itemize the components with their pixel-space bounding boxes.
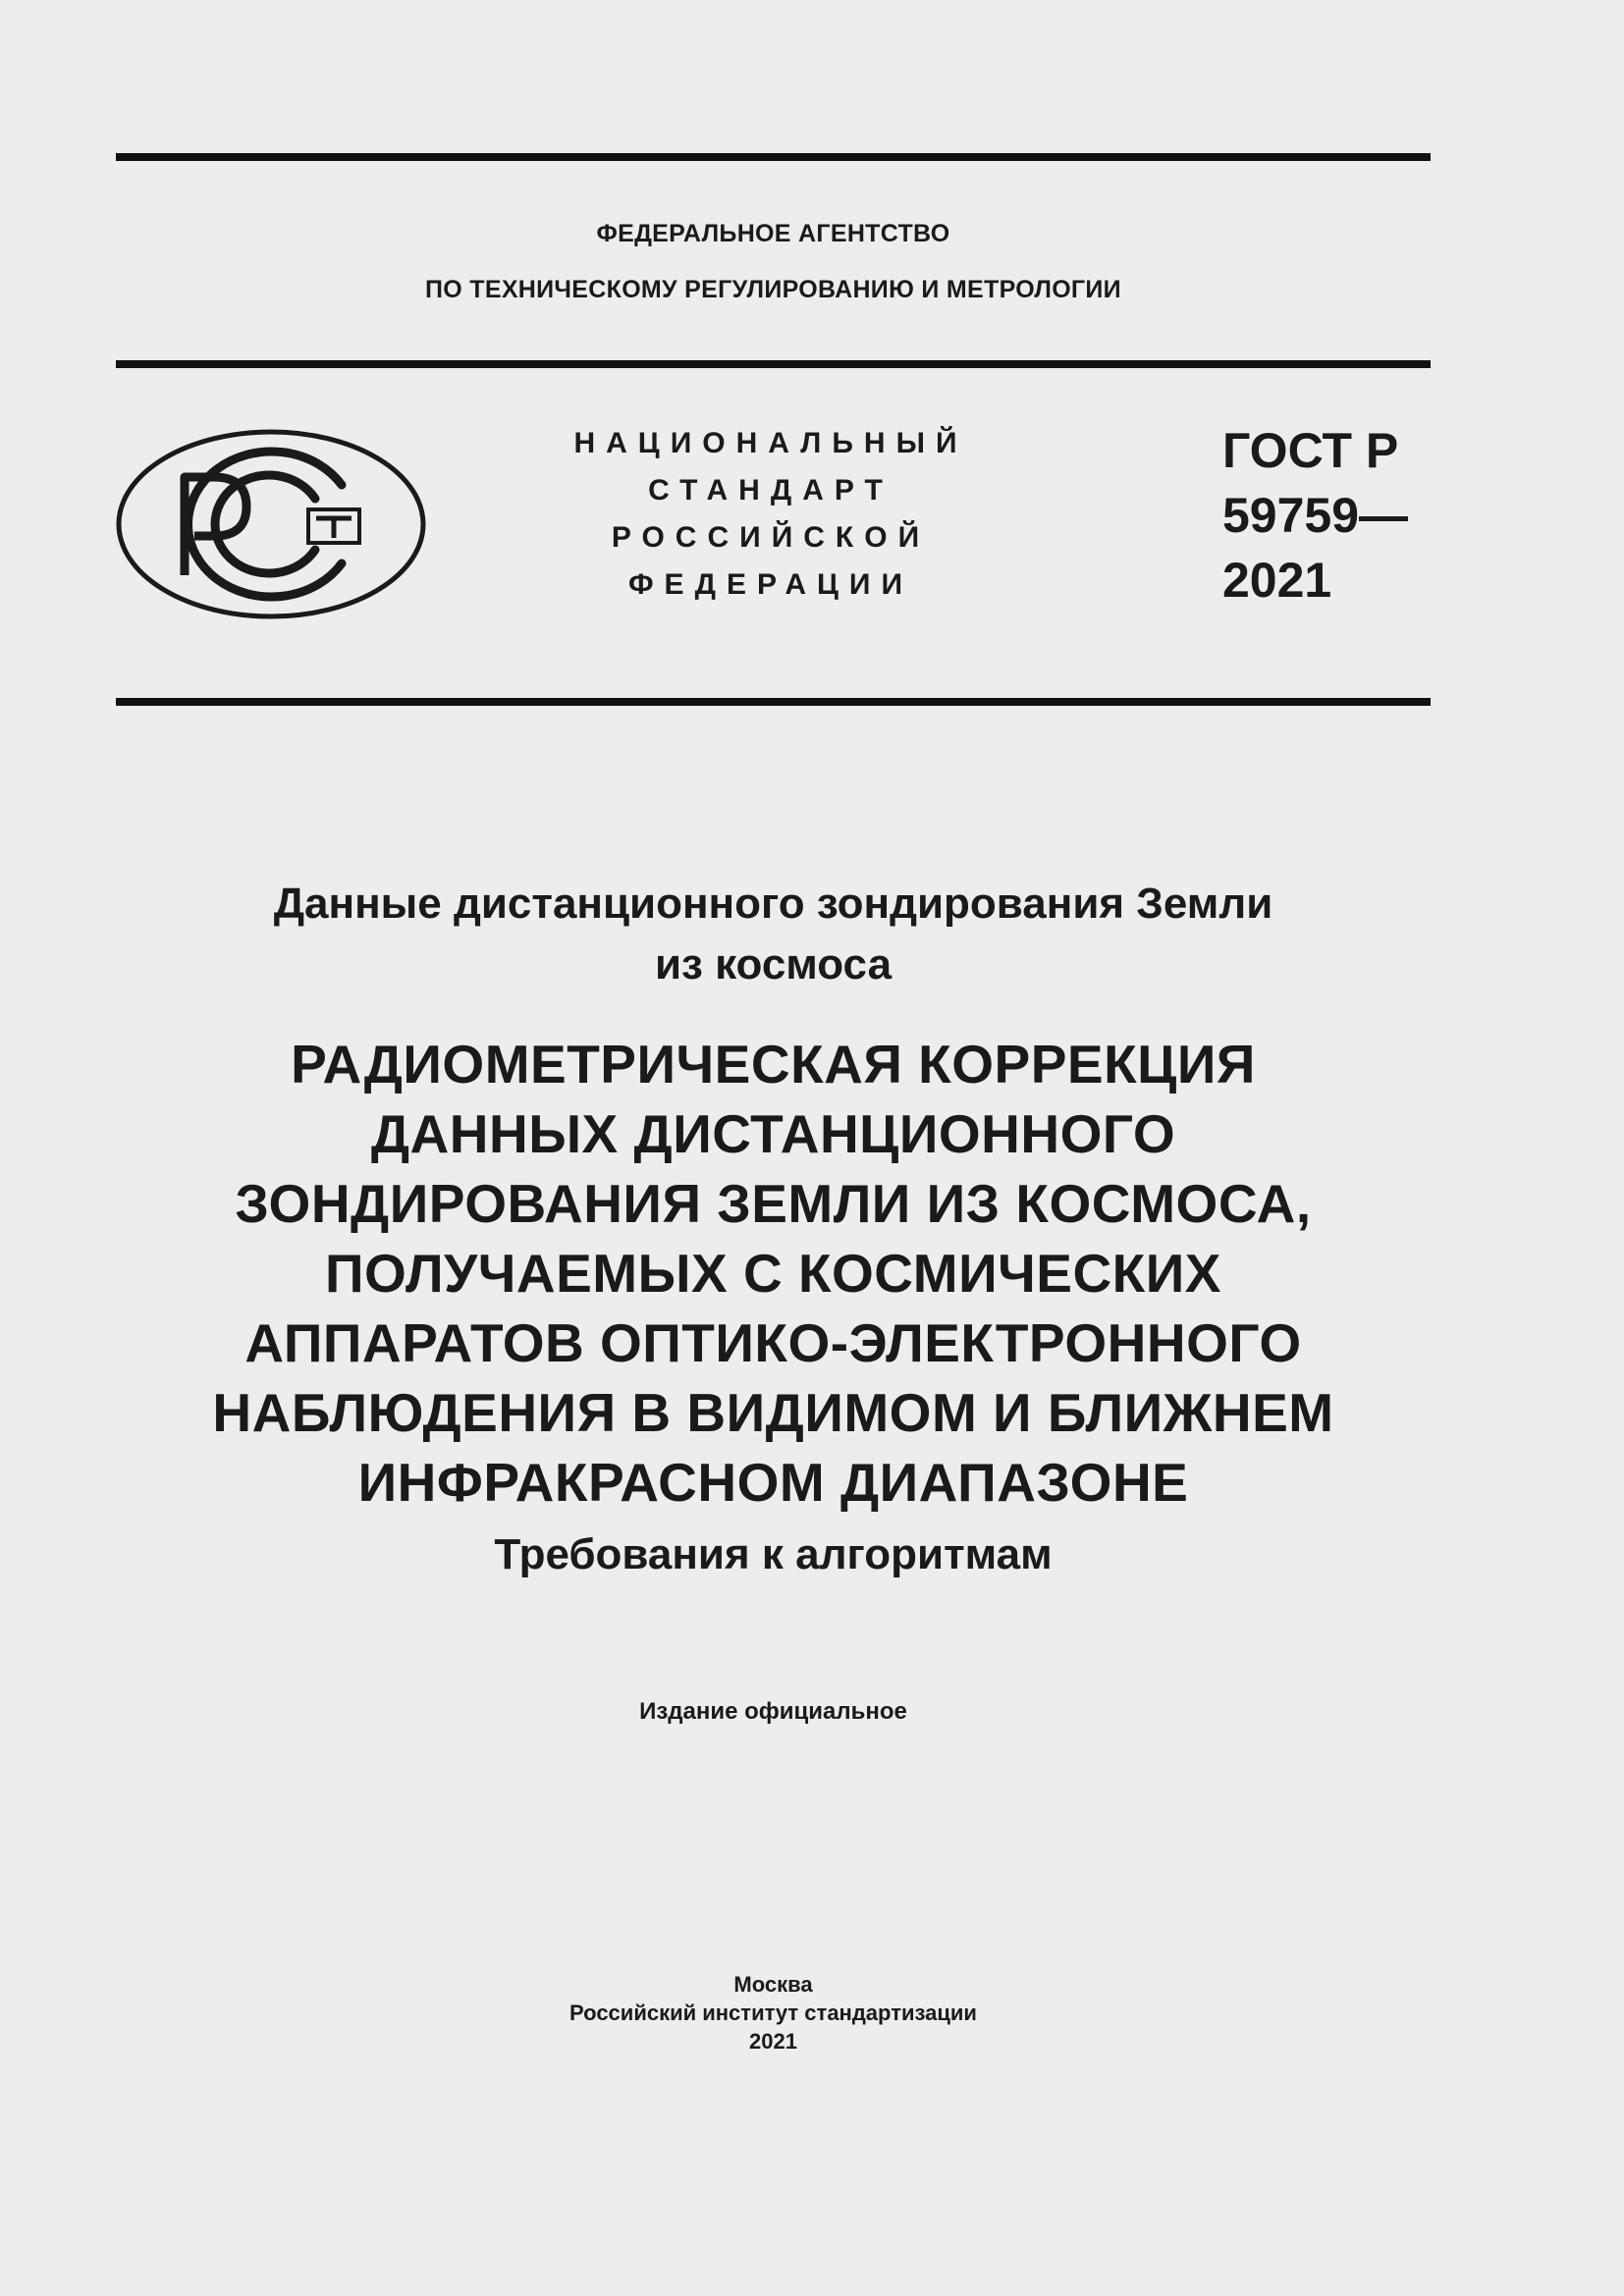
gost-line: 59759—: [1222, 488, 1409, 543]
imprint-city: Москва: [733, 1972, 813, 1997]
document-subtitle: Требования к алгоритмам: [494, 1530, 1053, 1578]
national-line: НАЦИОНАЛЬНЫЙ: [573, 427, 968, 459]
imprint-publisher: Российский институт стандартизации: [569, 2001, 977, 2025]
standard-block-rule: [116, 698, 1431, 706]
title-line: ДАННЫХ ДИСТАНЦИОННОГО: [370, 1103, 1176, 1164]
national-line: СТАНДАРТ: [648, 474, 893, 507]
title-line: НАБЛЮДЕНИЯ В ВИДИМОМ И БЛИЖНЕМ: [212, 1382, 1334, 1443]
header-rule: [116, 360, 1431, 368]
gost-designation: [1222, 418, 1408, 613]
title-line: АППАРАТОВ ОПТИКО-ЭЛЕКТРОННОГО: [244, 1312, 1302, 1373]
subject-heading: [116, 874, 1431, 995]
agency-line-1: ФЕДЕРАЛЬНОЕ АГЕНТСТВО: [596, 220, 950, 247]
imprint: [116, 1970, 1431, 2056]
top-rule: [116, 153, 1431, 161]
subject-line: Данные дистанционного зондирования Земли: [273, 880, 1273, 928]
agency-line-2: ПО ТЕХНИЧЕСКОМУ РЕГУЛИРОВАНИЮ И МЕТРОЛОГИИ: [425, 276, 1121, 303]
subject-line: из космоса: [654, 940, 893, 988]
national-line: РОССИЙСКОЙ: [611, 521, 931, 554]
edition-label: Издание официальное: [639, 1698, 907, 1725]
title-line: ИНФРАКРАСНОМ ДИАПАЗОНЕ: [357, 1452, 1189, 1513]
title-line: РАДИОМЕТРИЧЕСКАЯ КОРРЕКЦИЯ: [291, 1034, 1256, 1095]
national-standard-label: [530, 420, 1011, 609]
gost-line: ГОСТ Р: [1222, 423, 1399, 478]
national-line: ФЕДЕРАЦИИ: [627, 568, 914, 601]
rst-logo: [114, 428, 428, 620]
gost-line: 2021: [1222, 553, 1332, 608]
title-line: ПОЛУЧАЕМЫХ С КОСМИЧЕСКИХ: [325, 1243, 1221, 1304]
imprint-year: 2021: [749, 2029, 797, 2054]
document-title: [116, 1030, 1431, 1518]
title-line: ЗОНДИРОВАНИЯ ЗЕМЛИ ИЗ КОСМОСА,: [235, 1173, 1312, 1234]
